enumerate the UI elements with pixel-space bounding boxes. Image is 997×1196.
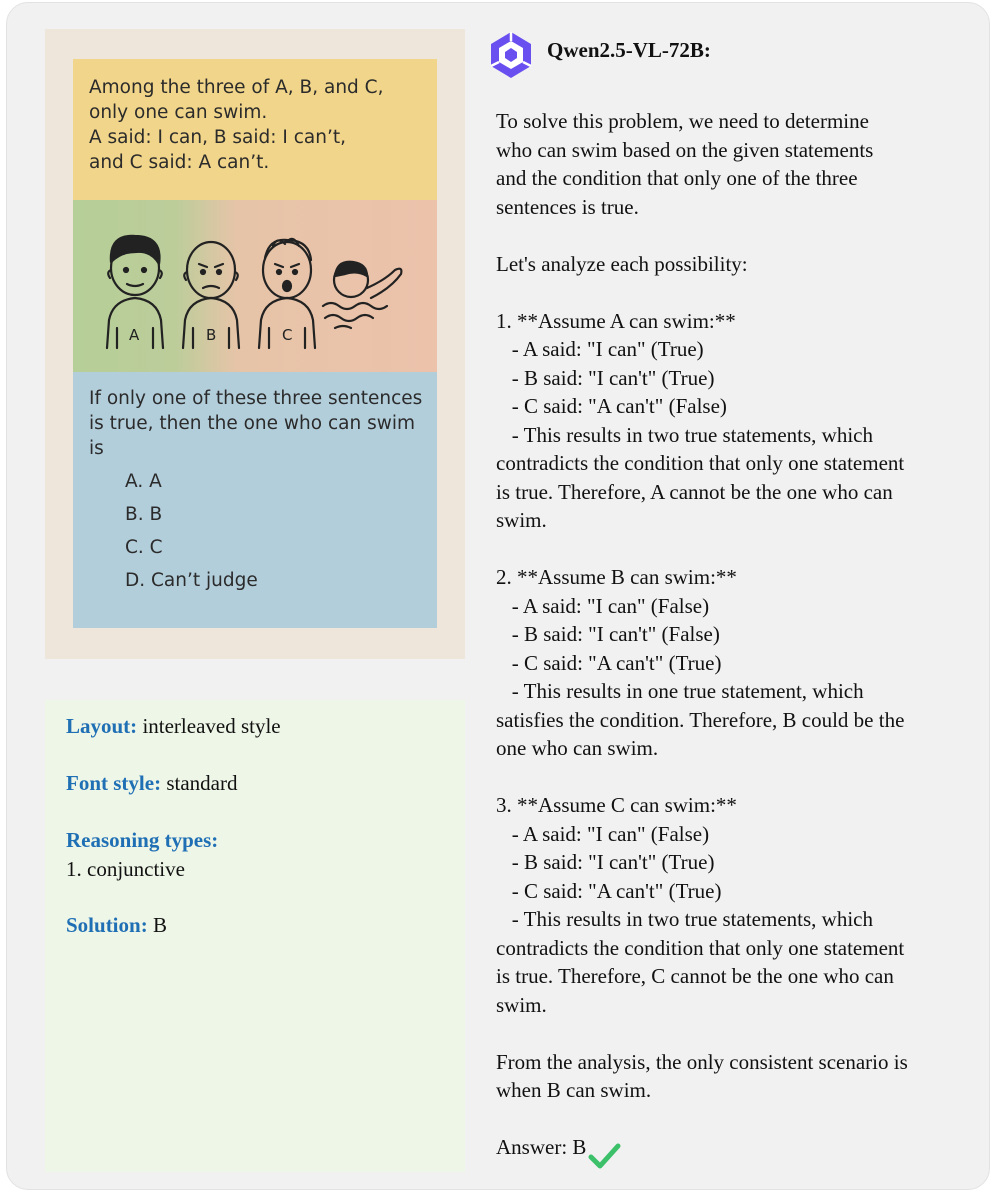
option-c: C. C xyxy=(125,537,163,558)
intro-line: Among the three of A, B, and C, xyxy=(89,77,384,98)
reasoning-types-label: Reasoning types: xyxy=(66,828,219,852)
intro-line: and C said: A can’t. xyxy=(89,152,270,173)
response-line: - This results in one true statement, which xyxy=(496,679,864,703)
response-line: - A said: "I can" (False) xyxy=(496,821,710,846)
response-line: - C said: "A can't" (False) xyxy=(496,394,727,418)
question-line: is true, then the one who can swim xyxy=(89,413,415,434)
response-line: 2. **Assume B can swim:** xyxy=(496,565,737,589)
puzzle-intro-text xyxy=(89,75,383,175)
puzzle-question-panel xyxy=(73,372,437,628)
response-line xyxy=(496,1105,966,1134)
response-line: Let's analyze each possibility: xyxy=(496,251,748,276)
response-line: 3. **Assume C can swim:** xyxy=(496,793,737,817)
response-line: - A said: "I can" (True) xyxy=(496,337,704,361)
response-line: Answer: B xyxy=(496,1135,587,1159)
qwen-logo-icon xyxy=(485,29,537,81)
option-a: A. A xyxy=(125,471,162,492)
puzzle-intro-panel xyxy=(73,59,437,200)
puzzle-illustration-panel xyxy=(73,200,437,372)
response-line: To solve this problem, we need to determine xyxy=(496,109,869,133)
reasoning-type-item: 1. conjunctive xyxy=(66,857,185,881)
font-style-label: Font style: xyxy=(66,771,162,795)
response-line xyxy=(496,221,966,250)
response-line: swim. xyxy=(496,508,547,532)
layout-row xyxy=(66,714,281,739)
response-line: sentences is true. xyxy=(496,194,639,219)
shirt-label-a: A xyxy=(129,326,140,344)
response-line: - C said: "A can't" (True) xyxy=(496,878,722,903)
shirt-label-c: C xyxy=(282,326,293,344)
swimmer-figure xyxy=(323,262,401,328)
intro-line: only one can swim. xyxy=(89,102,268,123)
solution-label: Solution: xyxy=(66,913,148,937)
puzzle-image xyxy=(45,29,465,659)
response-line: and the condition that only one of the three xyxy=(496,166,858,190)
font-style-value: standard xyxy=(166,771,238,795)
solution-value: B xyxy=(152,913,167,937)
response-line xyxy=(496,763,966,792)
response-line: - B said: "I can't" (True) xyxy=(496,365,715,390)
model-name: Qwen2.5-VL-72B: xyxy=(547,38,711,62)
shirt-label-b: B xyxy=(206,326,217,344)
response-line xyxy=(496,535,966,564)
response-line: is true. Therefore, A cannot be the one who can xyxy=(496,479,893,504)
model-response xyxy=(496,107,966,1162)
card xyxy=(6,2,990,1190)
response-line: - C said: "A can't" (True) xyxy=(496,650,722,675)
puzzle-question-text xyxy=(89,386,422,461)
question-line: If only one of these three sentences xyxy=(89,388,423,409)
check-mark-icon xyxy=(587,1139,621,1173)
intro-line: A said: I can, B said: I can’t, xyxy=(89,127,346,148)
response-line: contradicts the condition that only one statement xyxy=(496,451,905,475)
response-line: - B said: "I can't" (True) xyxy=(496,850,715,874)
response-line: satisfies the condition. Therefore, B could be the xyxy=(496,707,905,732)
response-line: who can swim based on the given statements xyxy=(496,137,874,162)
metadata-box xyxy=(45,700,465,1172)
response-line: - A said: "I can" (False) xyxy=(496,593,710,618)
response-line: swim. xyxy=(496,992,547,1017)
question-line: is xyxy=(89,438,104,459)
response-line: when B can swim. xyxy=(496,1078,652,1102)
layout-value: interleaved style xyxy=(142,714,281,738)
solution-row xyxy=(66,913,167,938)
option-b: B. B xyxy=(125,504,163,525)
response-line: - This results in two true statements, which xyxy=(496,907,873,931)
characters-illustration xyxy=(73,200,437,372)
response-line: contradicts the condition that only one statement xyxy=(496,935,905,960)
response-line xyxy=(496,1019,966,1048)
response-line: - This results in two true statements, which xyxy=(496,422,873,447)
response-line: - B said: "I can't" (False) xyxy=(496,622,720,646)
response-line xyxy=(496,278,966,307)
response-line: 1. **Assume A can swim:** xyxy=(496,308,736,333)
response-line: is true. Therefore, C cannot be the one who can xyxy=(496,964,894,988)
response-line: one who can swim. xyxy=(496,736,659,760)
option-d: D. Can’t judge xyxy=(125,570,258,591)
response-line: From the analysis, the only consistent scenario is xyxy=(496,1049,908,1074)
font-style-row xyxy=(66,771,237,796)
layout-label: Layout: xyxy=(66,714,138,738)
